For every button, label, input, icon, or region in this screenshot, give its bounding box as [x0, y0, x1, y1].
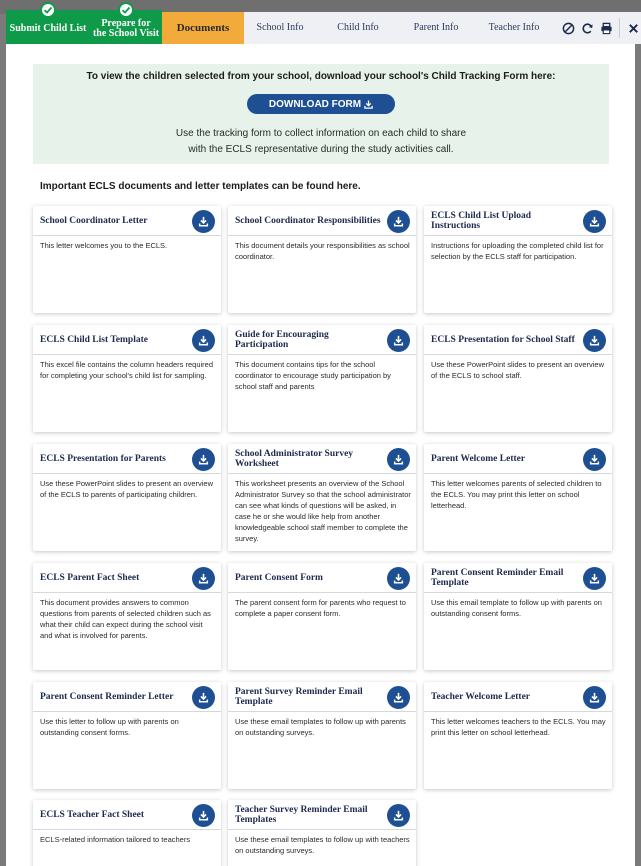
document-card	[33, 325, 221, 432]
document-download-button[interactable]	[387, 804, 410, 827]
download-icon	[198, 573, 209, 584]
download-icon	[198, 335, 209, 346]
document-description: The parent consent form for parents who request to complete a paper consent form.	[235, 598, 406, 618]
document-card-header	[33, 682, 221, 712]
document-card	[424, 682, 612, 789]
close-icon[interactable]	[625, 18, 641, 38]
banner-body	[33, 126, 609, 158]
download-icon	[589, 454, 600, 465]
document-description: This worksheet presents an overview of the School Administrator Survey so that the school administrator can see what kinds of questions will be asked, in case he or she would like help from another knowledgeable school staff member to complete the survey.	[235, 479, 411, 543]
document-description: Use these email templates to follow up with parents on outstanding surveys.	[235, 717, 406, 737]
document-title: ECLS Presentation for School Staff	[431, 335, 575, 345]
document-title: Parent Survey Reminder Email Template	[235, 687, 363, 707]
document-download-button[interactable]	[192, 210, 215, 233]
tab-parent-info[interactable]	[400, 12, 472, 44]
document-card-header	[33, 325, 221, 355]
document-card-header	[33, 563, 221, 593]
tab-label: Documents	[176, 22, 230, 34]
toolbar	[554, 12, 641, 44]
document-download-button[interactable]	[387, 448, 410, 471]
document-download-button[interactable]	[387, 329, 410, 352]
tab-bar	[0, 0, 641, 44]
document-card	[424, 206, 612, 313]
document-description: ECLS-related information tailored to teachers	[40, 835, 191, 844]
document-card-header	[33, 206, 221, 236]
toolbar-divider	[619, 18, 620, 38]
documents-heading: Important ECLS documents and letter templates can be found here.	[40, 181, 361, 192]
document-description: Use these email templates to follow up with teachers on outstanding surveys.	[235, 835, 410, 855]
refresh-icon[interactable]	[579, 18, 595, 38]
tab-label-line: Prepare for	[101, 18, 151, 29]
document-description: This document provides answers to common questions from parents of selected children such as what their child can expect during the school visit and what is involved for parents.	[40, 598, 211, 640]
download-icon	[589, 692, 600, 703]
tab-documents[interactable]	[162, 12, 244, 44]
download-icon	[198, 692, 209, 703]
document-card-header	[228, 682, 416, 712]
print-icon[interactable]	[598, 18, 614, 38]
document-download-button[interactable]	[192, 567, 215, 590]
document-title: School Administrator Survey Worksheet	[235, 449, 354, 469]
document-download-button[interactable]	[192, 686, 215, 709]
document-description: This excel file contains the column headers required for completing your school's child list for sampling.	[40, 360, 214, 380]
document-card	[33, 206, 221, 313]
download-icon	[393, 216, 404, 227]
document-card	[33, 800, 221, 866]
document-description: Use these PowerPoint slides to present an overview of the ECLS to school staff.	[431, 360, 605, 380]
document-card-header	[228, 444, 416, 474]
document-card-header	[228, 325, 416, 355]
download-icon	[364, 100, 373, 109]
document-card-header	[424, 325, 612, 355]
document-description: This letter welcomes teachers to the ECLS. You may print this letter on school letterhead.	[431, 717, 606, 737]
document-title: Parent Consent Form	[235, 573, 323, 583]
download-icon	[589, 335, 600, 346]
document-description: Use these PowerPoint slides to present an overview of the ECLS to parents of participating children.	[40, 479, 214, 499]
document-download-button[interactable]	[583, 210, 606, 233]
document-download-button[interactable]	[583, 448, 606, 471]
document-download-button[interactable]	[387, 210, 410, 233]
tab-prepare-school-visit[interactable]	[90, 10, 162, 44]
download-icon	[198, 454, 209, 465]
document-card	[33, 682, 221, 789]
document-title: ECLS Teacher Fact Sheet	[40, 810, 145, 820]
document-download-button[interactable]	[583, 567, 606, 590]
document-description: Use this letter to follow up with parents on outstanding consent forms.	[40, 717, 179, 737]
document-download-button[interactable]	[387, 567, 410, 590]
document-title: Teacher Welcome Letter	[431, 692, 531, 702]
download-icon	[393, 335, 404, 346]
tab-label: Parent Info	[413, 22, 459, 33]
download-icon	[198, 810, 209, 821]
document-download-button[interactable]	[583, 686, 606, 709]
download-icon	[393, 573, 404, 584]
checkmark-icon	[118, 2, 134, 18]
document-card	[228, 444, 416, 551]
documents-panel	[6, 44, 635, 866]
tab-label: Child Info	[337, 22, 379, 33]
document-card-header	[33, 444, 221, 474]
banner-title: To view the children selected from your school, download your school's Child Tracking Form here:	[86, 71, 556, 82]
document-title: ECLS Presentation for Parents	[40, 454, 166, 464]
document-description: This document contains tips for the school coordinator to encourage study participation by school staff and parents	[235, 360, 391, 391]
document-card-header	[424, 563, 612, 593]
document-card-header	[228, 206, 416, 236]
banner-body-line: Use the tracking form to collect information on each child to share	[175, 128, 467, 139]
document-card	[424, 444, 612, 551]
download-icon	[589, 573, 600, 584]
document-card	[228, 682, 416, 789]
banner-body-line: with the ECLS representative during the study activities call.	[188, 144, 454, 155]
document-title: Teacher Survey Reminder Email Templates	[235, 805, 368, 825]
document-title: ECLS Parent Fact Sheet	[40, 573, 140, 583]
document-card-header	[424, 206, 612, 236]
document-card	[33, 563, 221, 670]
document-card-header	[228, 563, 416, 593]
document-card	[424, 325, 612, 432]
tab-label: Teacher Info	[488, 22, 540, 33]
tab-label-line: the School Visit	[92, 28, 160, 39]
document-card-header	[228, 800, 416, 830]
tab-label: School Info	[256, 22, 304, 33]
download-icon	[393, 454, 404, 465]
download-icon	[589, 216, 600, 227]
document-card-header	[424, 682, 612, 712]
download-icon	[198, 216, 209, 227]
document-title: ECLS Child List Upload Instructions	[431, 211, 532, 231]
tab-teacher-info[interactable]	[478, 12, 550, 44]
document-card-header	[424, 444, 612, 474]
document-description: Instructions for uploading the completed child list for selection by the ECLS staff for participation.	[431, 241, 604, 261]
document-title: School Coordinator Letter	[40, 216, 148, 226]
document-download-button[interactable]	[192, 804, 215, 827]
download-form-button[interactable]	[247, 94, 395, 114]
document-title: Parent Consent Reminder Email Template	[431, 568, 564, 588]
document-download-button[interactable]	[583, 329, 606, 352]
tab-submit-child-list[interactable]	[6, 10, 90, 44]
download-icon	[393, 810, 404, 821]
tab-school-info[interactable]	[244, 12, 316, 44]
document-title: Guide for Encouraging Participation	[235, 330, 329, 350]
document-card	[228, 800, 416, 866]
document-title: Parent Welcome Letter	[431, 454, 526, 464]
document-download-button[interactable]	[192, 448, 215, 471]
document-card	[424, 563, 612, 670]
document-description: This document details your responsibilities as school coordinator.	[235, 241, 410, 261]
document-title: School Coordinator Responsibilities	[235, 216, 381, 226]
download-icon	[393, 692, 404, 703]
download-form-label: DOWNLOAD FORM	[268, 98, 362, 110]
checkmark-icon	[40, 2, 56, 18]
document-title: ECLS Child List Template	[40, 335, 148, 345]
document-description: This letter welcomes you to the ECLS.	[40, 241, 168, 250]
document-description: This letter welcomes parents of selected children to the ECLS. You may print this letter on school letterhead.	[431, 479, 602, 510]
tab-label	[93, 19, 159, 39]
tab-label: Submit Child List	[9, 23, 87, 34]
document-download-button[interactable]	[387, 686, 410, 709]
document-card	[228, 563, 416, 670]
document-card	[228, 325, 416, 432]
document-title: Parent Consent Reminder Letter	[40, 692, 174, 702]
document-card-header	[33, 800, 221, 830]
tab-child-info[interactable]	[322, 12, 394, 44]
document-download-button[interactable]	[192, 329, 215, 352]
document-description: Use this email template to follow up with parents on outstanding consent forms.	[431, 598, 602, 618]
tracking-form-banner	[33, 64, 609, 164]
document-card	[228, 206, 416, 313]
block-icon[interactable]	[560, 18, 576, 38]
document-card	[33, 444, 221, 551]
